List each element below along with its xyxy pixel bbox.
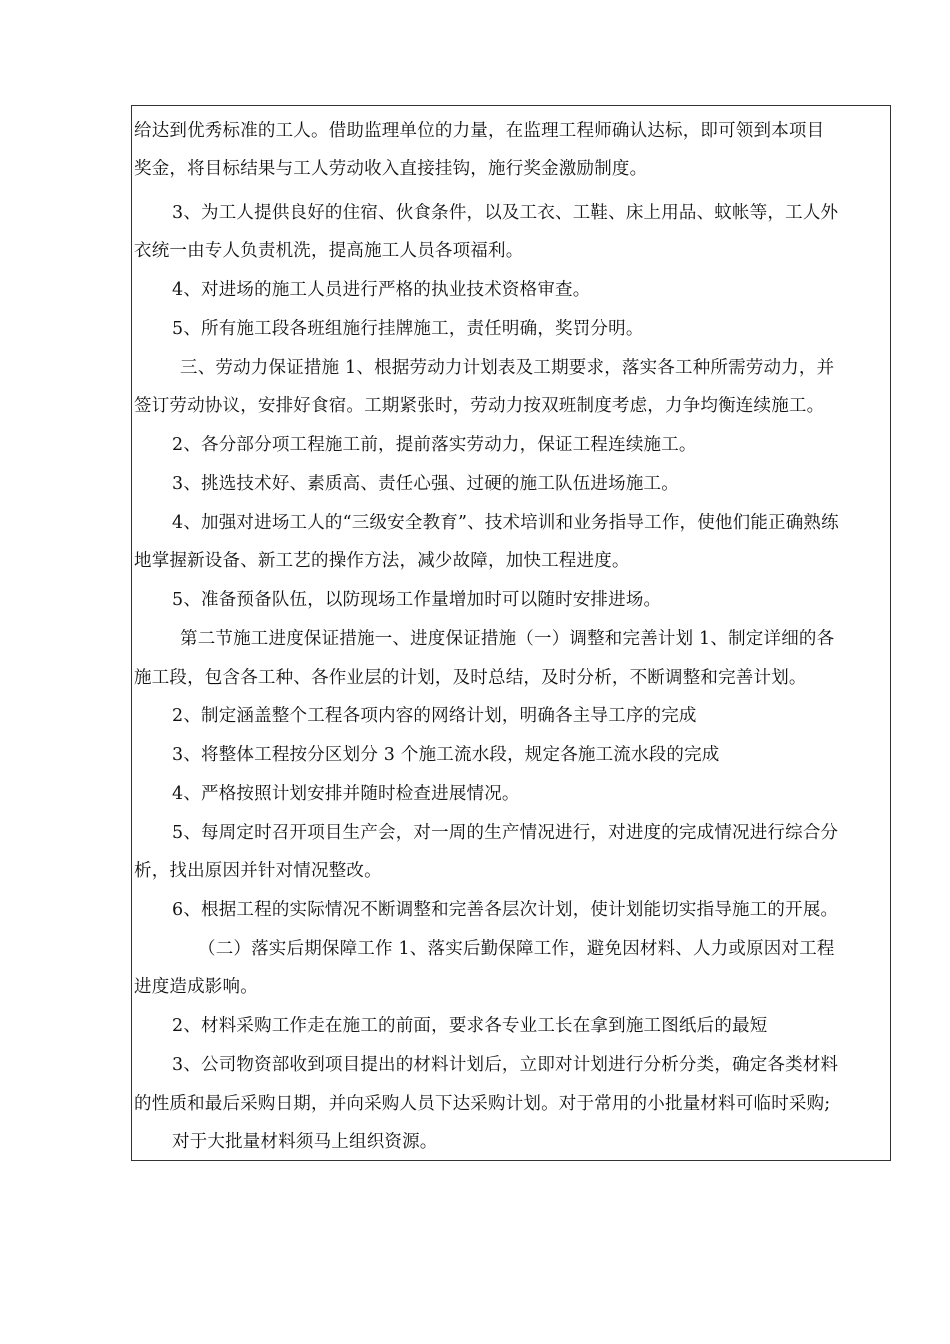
text-line: 3、将整体工程按分区划分 3 个施工流水段，规定各施工流水段的完成: [172, 745, 720, 765]
text-line: 地掌握新设备、新工艺的操作方法，减少故障，加快工程进度。: [134, 551, 630, 571]
text-line: 4、对进场的施工人员进行严格的执业技术资格审查。: [172, 280, 591, 300]
text-line: 三、劳动力保证措施 1、根据劳动力计划表及工期要求，落实各工种所需劳动力，并: [180, 358, 835, 378]
text-line: 3、为工人提供良好的住宿、伙食条件，以及工衣、工鞋、床上用品、蚊帐等，工人外: [172, 203, 839, 223]
text-line: 4、加强对进场工人的“三级安全教育”、技术培训和业务指导工作，使他们能正确熟练: [172, 513, 839, 533]
text-line: 奖金，将目标结果与工人劳动收入直接挂钩，施行奖金激励制度。: [134, 159, 648, 179]
text-line: 的性质和最后采购日期，并向采购人员下达采购计划。对于常用的小批量材料可临时采购;: [134, 1094, 831, 1114]
text-line: 2、制定涵盖整个工程各项内容的网络计划，明确各主导工序的完成: [172, 706, 697, 726]
text-line: 5、所有施工段各班组施行挂牌施工，责任明确，奖罚分明。: [172, 319, 644, 339]
text-line: 4、严格按照计划安排并随时检查进展情况。: [172, 784, 520, 804]
text-line: 施工段，包含各工种、各作业层的计划，及时总结，及时分析，不断调整和完善计划。: [134, 668, 807, 688]
text-line: （二）落实后期保障工作 1、落实后勤保障工作，避免因材料、人力或原因对工程: [198, 939, 835, 959]
text-line: 3、公司物资部收到项目提出的材料计划后，立即对计划进行分析分类，确定各类材料: [172, 1055, 839, 1075]
text-line: 析，找出原因并针对情况整改。: [134, 861, 382, 881]
text-line: 第二节施工进度保证措施一、进度保证措施（一）调整和完善计划 1、制定详细的各: [180, 629, 835, 649]
content-table-cell: [131, 105, 891, 1161]
text-line: 给达到优秀标准的工人。借助监理单位的力量，在监理工程师确认达标，即可领到本项目: [134, 121, 825, 141]
text-line: 签订劳动协议，安排好食宿。工期紧张时，劳动力按双班制度考虑，力争均衡连续施工。: [134, 396, 825, 416]
text-line: 2、材料采购工作走在施工的前面，要求各专业工长在拿到施工图纸后的最短: [172, 1016, 768, 1036]
text-line: 对于大批量材料须马上组织资源。: [172, 1132, 438, 1152]
text-line: 衣统一由专人负责机洗，提高施工人员各项福利。: [134, 241, 524, 261]
text-line: 5、准备预备队伍，以防现场工作量增加时可以随时安排进场。: [172, 590, 662, 610]
text-line: 2、各分部分项工程施工前，提前落实劳动力，保证工程连续施工。: [172, 435, 697, 455]
text-line: 5、每周定时召开项目生产会，对一周的生产情况进行，对进度的完成情况进行综合分: [172, 823, 839, 843]
text-line: 3、挑选技术好、素质高、责任心强、过硬的施工队伍进场施工。: [172, 474, 679, 494]
text-line: 6、根据工程的实际情况不断调整和完善各层次计划，使计划能切实指导施工的开展。: [172, 900, 839, 920]
text-line: 进度造成影响。: [134, 977, 258, 997]
